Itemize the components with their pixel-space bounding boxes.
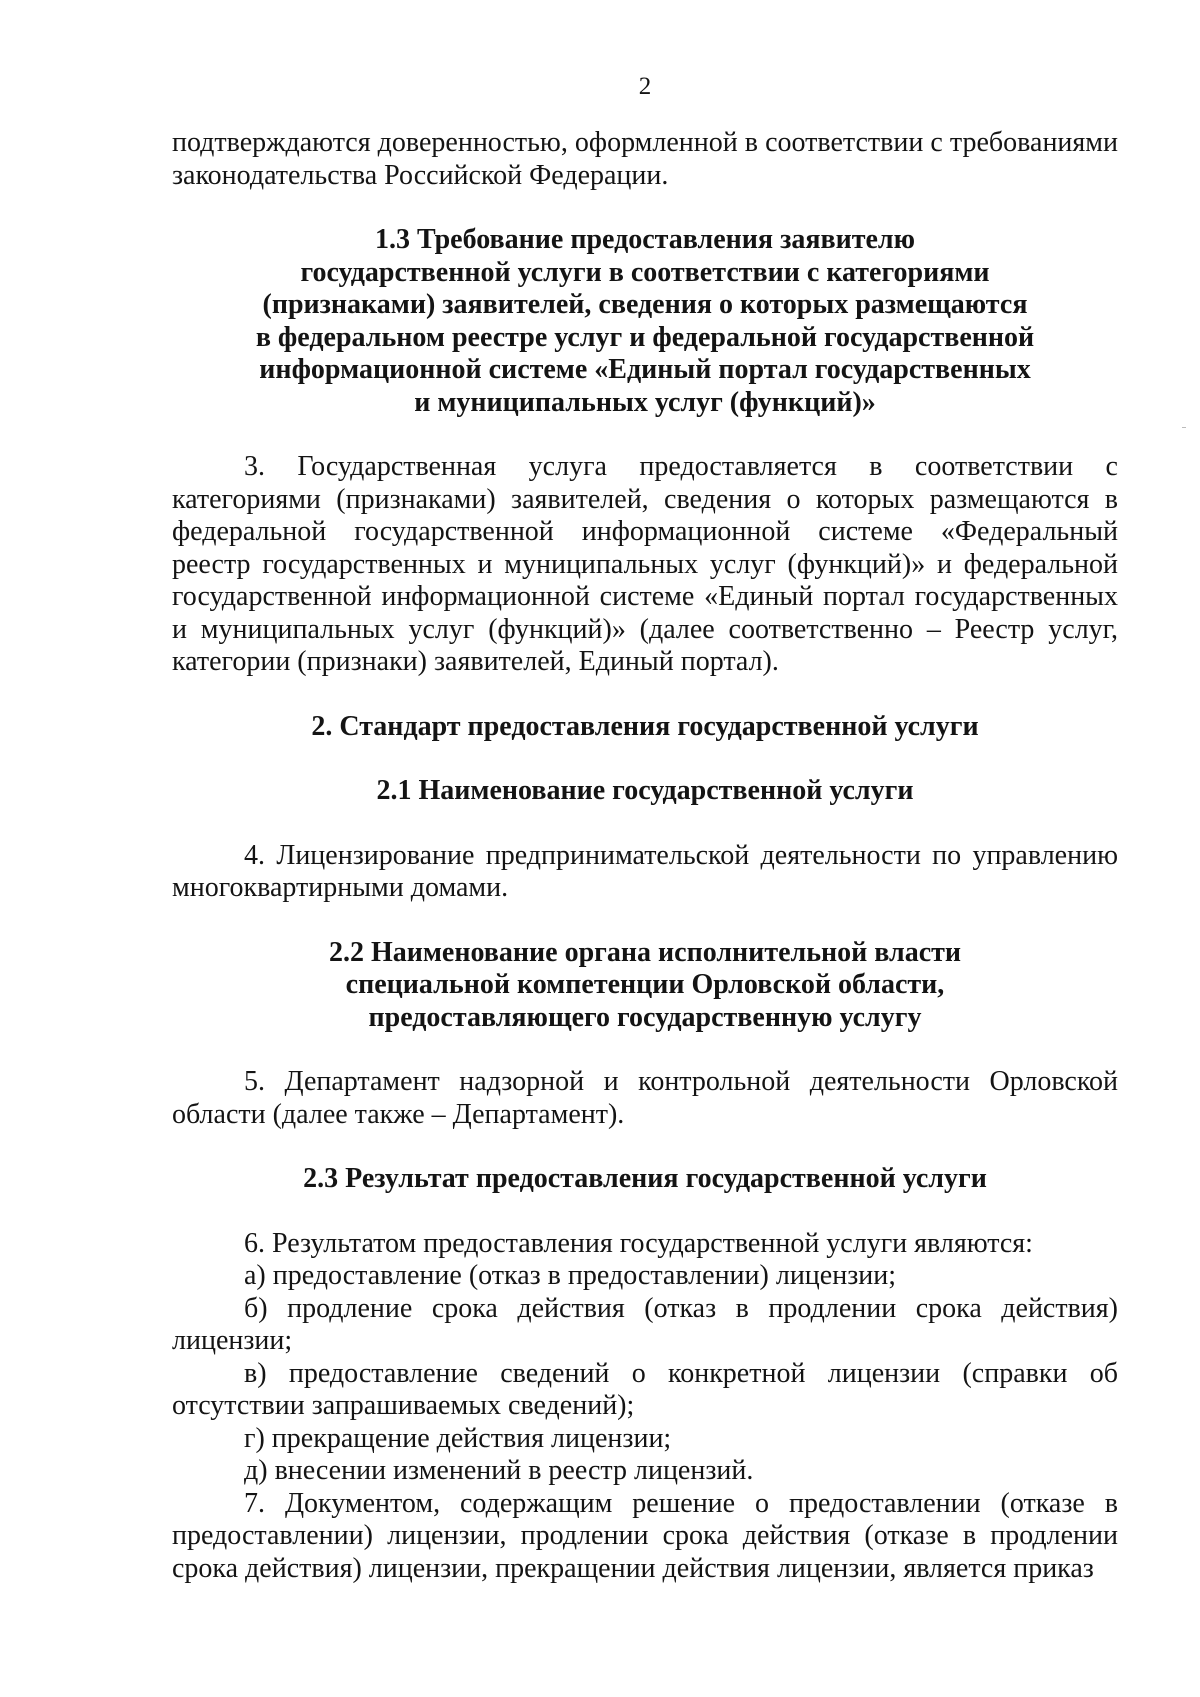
section-2-2-heading	[172, 937, 1118, 1035]
document-body	[172, 127, 1118, 1585]
paragraph-5: 5. Департамент надзорной и контрольной деятельности Орловской области (далее также – Департамент).	[172, 1066, 1118, 1130]
result-item-v: в) предоставление сведений о конкретной лицензии (справки об отсутствии запрашиваемых сведений);	[172, 1357, 1118, 1421]
result-item-a: а) предоставление (отказ в предоставлении) лицензии;	[244, 1260, 897, 1291]
heading-line: 2.2 Наименование органа исполнительной власти	[328, 936, 962, 968]
heading-line: предоставляющего государственную услугу	[368, 1001, 922, 1033]
heading-line: (признаками) заявителей, сведения о которых размещаются	[262, 289, 1028, 320]
paragraph-4: 4. Лицензирование предпринимательской деятельности по управлению многоквартирными домами.	[172, 839, 1118, 903]
heading-line: информационной системе «Единый портал государственных	[259, 354, 1031, 385]
result-item-d: д) внесении изменений в реестр лицензий.	[244, 1455, 754, 1486]
heading-line: специальной компетенции Орловской области,	[345, 969, 945, 1000]
paragraph-7: 7. Документом, содержащим решение о предоставлении (отказе в предоставлении) лицензии, продлении срока действия (отказе в продлении срока действия) лицензии, прекращении действия лицензии, является приказ	[172, 1487, 1118, 1584]
heading-line: и муниципальных услуг (функций)»	[414, 386, 876, 418]
scan-artifact	[1182, 427, 1186, 428]
paragraph-6-intro: 6. Результатом предоставления государственной услуги являются:	[244, 1227, 1033, 1259]
heading-line: государственной услуги в соответствии с категориями	[300, 256, 990, 288]
section-1-3-heading	[172, 224, 1118, 419]
continuation-paragraph: подтверждаются доверенностью, оформленной в соответствии с требованиями законодательства Российской Федерации.	[172, 127, 1118, 191]
section-2-1-heading: 2.1 Наименование государственной услуги	[376, 775, 914, 806]
result-item-b: б) продление срока действия (отказ в продлении срока действия) лицензии;	[172, 1292, 1118, 1356]
heading-line: 1.3 Требование предоставления заявителю	[374, 224, 916, 255]
page-number: 2	[638, 73, 652, 100]
section-2-3-heading: 2.3 Результат предоставления государственной услуги	[303, 1163, 987, 1194]
section-2-heading: 2. Стандарт предоставления государственной услуги	[311, 710, 979, 742]
result-item-g: г) прекращение действия лицензии;	[244, 1422, 672, 1454]
heading-line: в федеральном реестре услуг и федеральной государственной	[255, 321, 1035, 353]
paragraph-3: 3. Государственная услуга предоставляется в соответствии с категориями (признаками) заявителей, сведения о которых размещаются в федеральной государственной информационной системе «Федеральный реестр государственных и муниципальных услуг (функций)» и федеральной государственной информационной системе «Единый портал государственных и муниципальных услуг (функций)» (далее соответственно – Реестр услуг, категории (признаки) заявителей, Единый портал).	[172, 451, 1118, 677]
